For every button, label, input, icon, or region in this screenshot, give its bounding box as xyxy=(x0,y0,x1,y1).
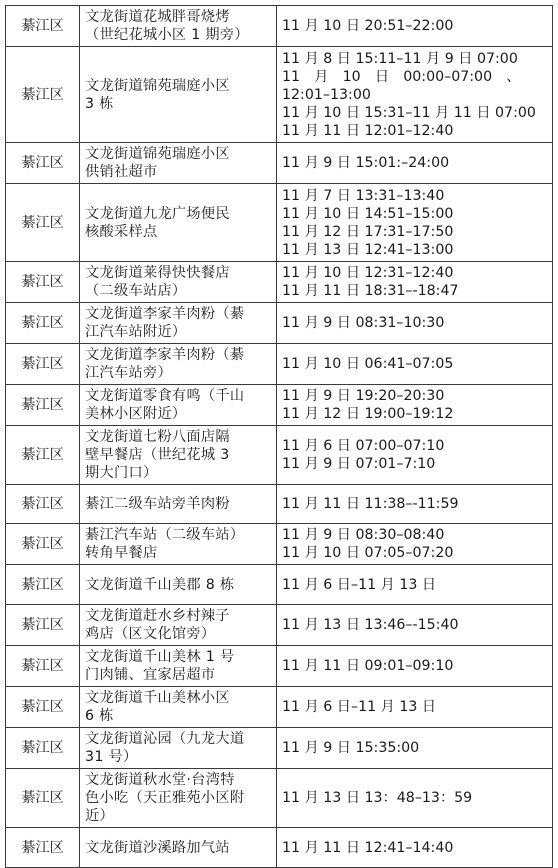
time-line: 11 月 8 日 15:11–11 月 9 日 07:00 xyxy=(282,50,518,67)
time-cell xyxy=(277,524,553,565)
time-line: 11 月 10 日 07:05–07:20 xyxy=(282,545,454,561)
time-line: 11 月 13 日 13：48–13：59 xyxy=(282,790,473,806)
time-line: 11 月 9 日 15:01:–24:00 xyxy=(282,155,450,171)
time-line: 12:01–13:00 xyxy=(282,86,371,103)
location-cell xyxy=(80,303,277,344)
district-cell: 綦江区 xyxy=(6,524,80,565)
location-line: 綦江汽车站（二级车站） xyxy=(85,527,245,543)
location-line: 文龙街道千山美郡 8 栋 xyxy=(85,576,235,593)
district-cell: 綦江区 xyxy=(6,769,80,828)
time-cell xyxy=(277,385,553,426)
location-line: 期大门口） xyxy=(85,465,158,481)
table-row xyxy=(6,828,553,868)
location-line: 3 栋 xyxy=(85,95,114,112)
time-line: 11 月 6 日–11 月 13 日 xyxy=(282,576,437,593)
district-cell: 綦江区 xyxy=(6,646,80,687)
location-line: 文龙街道千山美林小区 xyxy=(85,690,230,706)
time-cell xyxy=(277,828,553,868)
location-line: 壁早餐店（世纪花城 3 xyxy=(85,447,230,463)
location-line: 美林小区附近） xyxy=(85,406,187,422)
table-row xyxy=(6,485,553,524)
time-cell xyxy=(277,6,553,47)
exposure-locations-table xyxy=(5,5,553,868)
location-cell xyxy=(80,344,277,385)
location-cell xyxy=(80,262,277,303)
table-row xyxy=(6,385,553,426)
table-row xyxy=(6,344,553,385)
district-cell: 綦江区 xyxy=(6,828,80,868)
time-line: 11 月 6 日–11 月 13 日 xyxy=(282,699,437,715)
time-cell xyxy=(277,262,553,303)
time-cell xyxy=(277,687,553,728)
time-line: 11 月 9 日 07:01–7:10 xyxy=(282,456,436,472)
location-line: 近） xyxy=(85,808,114,824)
table-row xyxy=(6,605,553,646)
time-line: 11 月 12 日 17:31–17:50 xyxy=(282,223,454,240)
location-line: 文龙街道花城胖哥烧烤 xyxy=(85,9,230,25)
time-line: 11 月 12 日 19:00–19:12 xyxy=(282,406,454,422)
location-line: 转角早餐店 xyxy=(85,545,158,561)
time-line: 11 月 10 日 06:41–07:05 xyxy=(282,356,454,372)
location-cell xyxy=(80,565,277,605)
time-cell xyxy=(277,47,553,143)
table-body xyxy=(6,6,553,868)
location-line: 文龙街道九龙广场便民 xyxy=(85,205,230,222)
location-cell xyxy=(80,524,277,565)
time-cell xyxy=(277,485,553,524)
district-cell: 綦江区 xyxy=(6,728,80,769)
time-line: 11 月 9 日 08:30–08:40 xyxy=(282,527,445,543)
district-cell: 綦江区 xyxy=(6,184,80,262)
district-cell: 綦江区 xyxy=(6,344,80,385)
time-line: 11 月 10 日 12:31–12:40 xyxy=(282,265,454,281)
time-cell xyxy=(277,728,553,769)
time-cell xyxy=(277,344,553,385)
table-row xyxy=(6,303,553,344)
location-line: 鸡店（区文化馆旁） xyxy=(85,626,216,642)
district-cell: 綦江区 xyxy=(6,143,80,184)
location-cell xyxy=(80,728,277,769)
location-line: （二级车站店） xyxy=(85,283,187,299)
location-line: 文龙街道零食有鸣（千山 xyxy=(85,388,245,404)
location-cell xyxy=(80,426,277,485)
time-line: 11 月 9 日 15:35:00 xyxy=(282,740,420,756)
location-cell xyxy=(80,184,277,262)
location-line: 文龙街道莱得快快餐店 xyxy=(85,265,230,281)
location-line: 綦江二级车站旁羊肉粉 xyxy=(85,496,230,512)
location-line: （世纪花城小区 1 期旁） xyxy=(85,27,249,43)
table-row xyxy=(6,646,553,687)
time-line: 11 月 11 日 12:41–14:40 xyxy=(282,839,454,856)
table-row xyxy=(6,143,553,184)
time-cell xyxy=(277,769,553,828)
table-row xyxy=(6,728,553,769)
district-cell: 綦江区 xyxy=(6,303,80,344)
district-cell: 綦江区 xyxy=(6,687,80,728)
location-cell xyxy=(80,687,277,728)
time-cell xyxy=(277,426,553,485)
location-line: 文龙街道七粉八面店隔 xyxy=(85,429,230,445)
location-line: 供销社超市 xyxy=(85,164,158,180)
location-cell xyxy=(80,485,277,524)
time-cell xyxy=(277,303,553,344)
location-line: 色小吃（天正雅苑小区附 xyxy=(85,790,245,806)
location-line: 文龙街道锦苑瑞庭小区 xyxy=(85,77,230,94)
time-cell xyxy=(277,565,553,605)
location-line: 文龙街道李家羊肉粉（綦 xyxy=(85,347,245,363)
location-line: 文龙街道沁园（九龙大道 xyxy=(85,731,245,747)
time-cell xyxy=(277,184,553,262)
location-cell xyxy=(80,143,277,184)
district-cell: 綦江区 xyxy=(6,485,80,524)
time-cell xyxy=(277,646,553,687)
location-line: 文龙街道秋水堂·台湾特 xyxy=(85,772,235,788)
location-line: 文龙街道赶水乡村辣子 xyxy=(85,608,230,624)
location-cell xyxy=(80,605,277,646)
table-row xyxy=(6,687,553,728)
location-line: 文龙街道锦苑瑞庭小区 xyxy=(85,146,230,162)
district-cell: 綦江区 xyxy=(6,385,80,426)
table-row xyxy=(6,769,553,828)
district-cell: 綦江区 xyxy=(6,262,80,303)
location-line: 31 号） xyxy=(85,749,138,765)
time-line: 11 月 9 日 19:20–20:30 xyxy=(282,388,445,404)
time-line: 11 月 11 日 12:01–12:40 xyxy=(282,122,454,139)
location-line: 门肉铺、宜家居超市 xyxy=(85,667,216,683)
location-line: 核酸采样点 xyxy=(85,223,158,240)
table-row xyxy=(6,184,553,262)
location-line: 文龙街道沙溪路加气站 xyxy=(85,839,230,856)
time-line: 11 月 10 日 00:00–07:00 、 xyxy=(282,68,521,85)
district-cell: 綦江区 xyxy=(6,47,80,143)
time-line: 11 月 10 日 14:51–15:00 xyxy=(282,205,454,222)
time-line: 11 月 13 日 12:41–13:00 xyxy=(282,241,454,258)
time-line: 11 月 10 日 15:31–11 月 11 日 07:00 xyxy=(282,104,536,121)
location-line: 江汽车站旁） xyxy=(85,365,172,381)
table-row xyxy=(6,565,553,605)
table-row xyxy=(6,524,553,565)
location-cell xyxy=(80,769,277,828)
table-row xyxy=(6,262,553,303)
location-cell xyxy=(80,828,277,868)
time-cell xyxy=(277,143,553,184)
time-line: 11 月 10 日 20:51–22:00 xyxy=(282,18,454,34)
time-line: 11 月 6 日 07:00–07:10 xyxy=(282,438,445,454)
location-line: 江汽车站附近） xyxy=(85,324,187,340)
time-cell xyxy=(277,605,553,646)
table-row xyxy=(6,47,553,143)
table-row xyxy=(6,426,553,485)
location-cell xyxy=(80,385,277,426)
time-line: 11 月 13 日 13:46–-15:40 xyxy=(282,617,459,633)
location-cell xyxy=(80,6,277,47)
time-line: 11 月 11 日 18:31–-18:47 xyxy=(282,283,459,299)
location-line: 文龙街道千山美林 1 号 xyxy=(85,649,235,665)
district-cell: 綦江区 xyxy=(6,6,80,47)
time-line: 11 月 11 日 09:01–09:10 xyxy=(282,658,454,674)
time-line: 11 月 9 日 08:31–10:30 xyxy=(282,315,445,331)
time-line: 11 月 7 日 13:31–13:40 xyxy=(282,187,445,204)
location-line: 6 栋 xyxy=(85,708,114,724)
table-row xyxy=(6,6,553,47)
time-line: 11 月 11 日 11:38–-11:59 xyxy=(282,496,459,512)
district-cell: 綦江区 xyxy=(6,426,80,485)
district-cell: 綦江区 xyxy=(6,605,80,646)
location-cell xyxy=(80,47,277,143)
district-cell: 綦江区 xyxy=(6,565,80,605)
location-cell xyxy=(80,646,277,687)
location-line: 文龙街道李家羊肉粉（綦 xyxy=(85,306,245,322)
